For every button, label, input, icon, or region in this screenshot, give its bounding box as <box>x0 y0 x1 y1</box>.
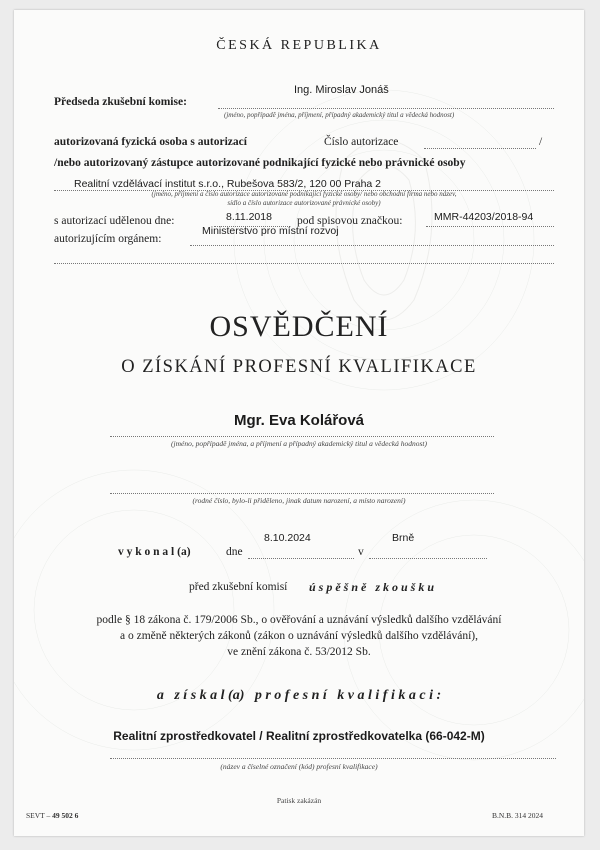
qualification-acquired: a z í s k a l (a) p r o f e s n í k v a l i f i k a c i : <box>156 688 442 703</box>
authorization-number-slash: / <box>539 136 543 148</box>
printer-code: B.N.B. 314 2024 <box>492 811 544 820</box>
file-number-label: pod spisovou značkou: <box>297 215 403 227</box>
holder-name-dotted-line <box>110 436 494 437</box>
exam-date-label: dne <box>226 546 243 558</box>
law-line-2: a o změně některých zákonů (zákon o uznávání výsledků dalšího vzdělávání), <box>120 630 478 642</box>
authority-value: Ministerstvo pro místní rozvoj <box>202 225 339 237</box>
exam-place-dotted-line <box>369 558 487 559</box>
authority-dotted-line <box>190 245 554 246</box>
granted-date-value: 8.11.2018 <box>226 211 272 223</box>
form-code <box>26 811 78 820</box>
authority-label: autorizujícím orgánem: <box>54 233 162 245</box>
chair-hint: (jméno, popřípadě jména, příjmení, případný akademický titul a vědecká hodnost) <box>224 111 455 119</box>
chair-name-value: Ing. Miroslav Jonáš <box>294 84 389 96</box>
organization-value: Realitní vzdělávací institut s.r.o., Rubešova 583/2, 120 00 Praha 2 <box>74 178 382 190</box>
qualification-name: Realitní zprostředkovatel / Realitní zprostředkovatelka (66-042-M) <box>113 729 485 743</box>
authority-dotted-line-2 <box>54 263 554 264</box>
authorized-person-label: autorizovaná fyzická osoba s autorizací <box>54 136 247 148</box>
law-line-1: podle § 18 zákona č. 179/2006 Sb., o ověřování a uznávání výsledků dalšího vzdělávání <box>96 614 502 626</box>
before-commission-text: před zkušební komisí <box>189 581 288 593</box>
law-line-3: ve znění zákona č. 53/2012 Sb. <box>227 646 371 658</box>
exam-result: ú s p ě š n ě z k o u š k u <box>309 580 435 594</box>
qualification-dotted-line <box>110 758 556 759</box>
certificate-subtitle: O ZÍSKÁNÍ PROFESNÍ KVALIFIKACE <box>121 357 477 377</box>
form-code-number: 49 502 6 <box>52 811 79 820</box>
holder-name: Mgr. Eva Kolářová <box>233 412 365 429</box>
performed-label: v y k o n a l (a) <box>118 546 191 558</box>
exam-place-value: Brně <box>392 532 415 544</box>
authorization-number-label: Číslo autorizace <box>324 136 399 148</box>
birth-dotted-line <box>110 493 494 494</box>
birth-hint: (rodné číslo, bylo-li přiděleno, jinak datum narození, a místo narození) <box>192 496 406 505</box>
file-number-value: MMR-44203/2018-94 <box>434 211 534 223</box>
reprint-notice: Patisk zakázán <box>276 796 322 805</box>
country-heading: ČESKÁ REPUBLIKA <box>216 38 382 53</box>
certificate-sheet <box>14 10 584 836</box>
granted-date-label: s autorizací udělenou dne: <box>54 215 175 227</box>
chair-dotted-line <box>218 108 554 109</box>
authorization-number-dotted-line <box>424 148 536 149</box>
exam-date-dotted-line <box>248 558 354 559</box>
certificate-title: OSVĚDČENÍ <box>209 310 389 343</box>
qualification-hint: (název a číselné označení (kód) profesní kvalifikace) <box>220 762 378 771</box>
holder-name-hint: (jméno, popřípadě jména, a příjmení a případný akademický titul a vědecká hodnost) <box>171 439 427 448</box>
chair-label: Předseda zkušební komise: <box>54 96 187 108</box>
organization-hint-1: (jméno, příjmení a číslo autorizace autorizované podnikající fyzické osoby/ nebo obchodní firma nebo název, <box>151 190 457 198</box>
file-number-dotted-line <box>426 226 554 227</box>
authorized-representative-label: /nebo autorizovaný zástupce autorizované podnikající fyzické nebo právnické osoby <box>54 157 466 169</box>
organization-hint-2: sídlo a číslo autorizace autorizované právnické osoby) <box>227 199 381 207</box>
form-code-prefix: SEVT – <box>26 811 51 820</box>
exam-date-value: 8.10.2024 <box>264 532 311 544</box>
exam-place-label: v <box>358 546 364 558</box>
